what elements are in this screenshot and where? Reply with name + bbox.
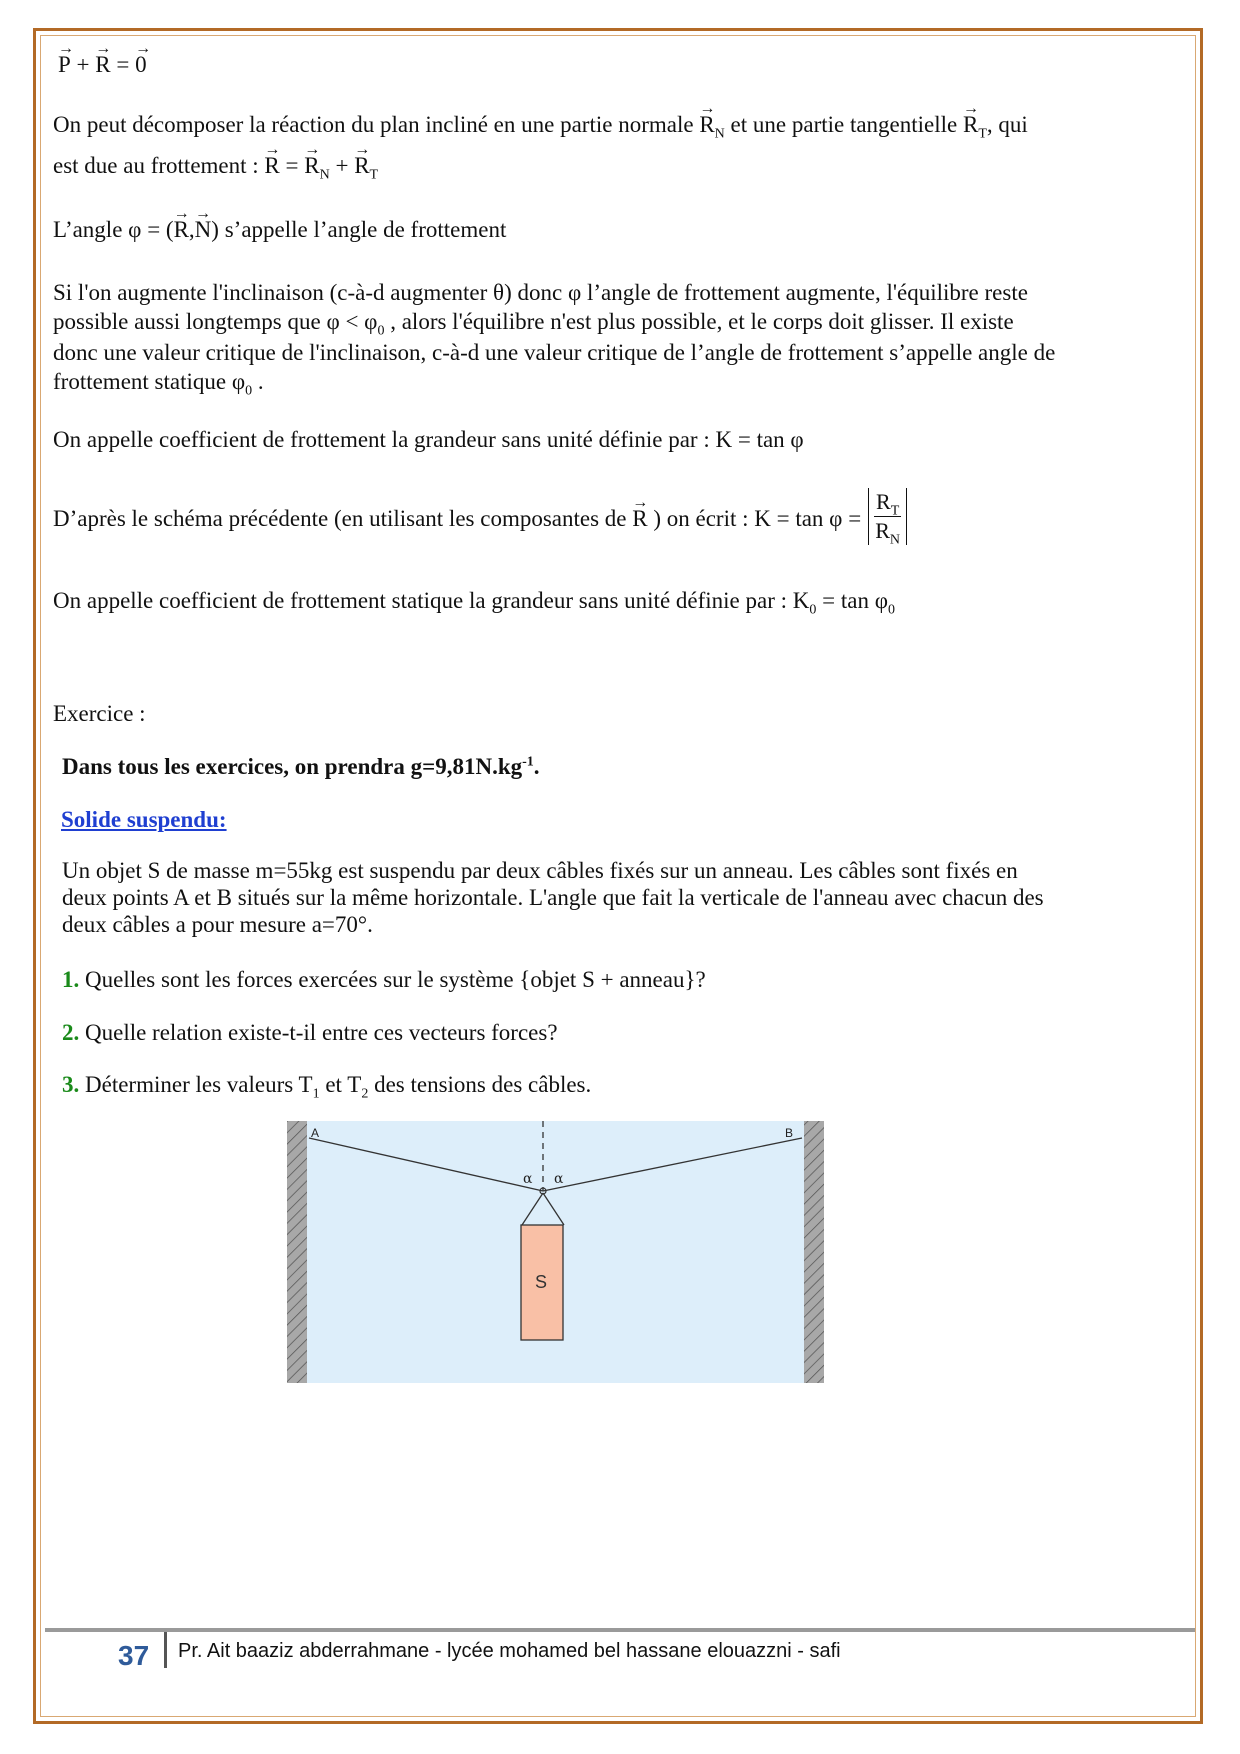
gravity-note bbox=[62, 750, 540, 783]
sub-n2: N bbox=[319, 167, 330, 183]
decomp-eq: = bbox=[285, 153, 299, 178]
paragraph-decomposition-line2 bbox=[53, 149, 378, 182]
question-3-number: 3. bbox=[62, 1072, 80, 1097]
static-k: K bbox=[792, 588, 810, 613]
incl-l2a: possible aussi longtemps que bbox=[53, 309, 327, 334]
angle-phi: φ bbox=[128, 217, 142, 242]
vec-rn2: → R bbox=[304, 149, 319, 182]
left-wall-hatch bbox=[287, 1121, 307, 1383]
num-r: R bbox=[876, 489, 891, 514]
incl-l1b: ) donc φ l’angle de frottement augmente, l'équilibre reste bbox=[504, 280, 1028, 305]
decomp-text3: , qui bbox=[986, 112, 1028, 137]
incl-l4b: . bbox=[252, 369, 264, 394]
incl-l4a: frottement statique bbox=[53, 369, 232, 394]
sub-t2: T bbox=[369, 167, 379, 183]
incl-l2b: , alors l'équilibre n'est plus possible, et le corps doit glisser. Il existe bbox=[384, 309, 1014, 334]
coef-text: On appelle coefficient de frottement la grandeur sans unité définie par : bbox=[53, 427, 716, 452]
angle-definition bbox=[53, 213, 506, 246]
page-number: 37 bbox=[118, 1640, 150, 1671]
incl-phi0: φ bbox=[231, 369, 246, 394]
static-k-sub: 0 bbox=[809, 602, 817, 618]
static-text: On appelle coefficient de frottement statique la grandeur sans unité définie par : bbox=[53, 588, 793, 613]
question-3 bbox=[62, 1068, 591, 1101]
suspended-mass-figure bbox=[287, 1121, 824, 1383]
label-b: B bbox=[785, 1126, 794, 1140]
question-1 bbox=[62, 963, 706, 996]
angle-text1: L’angle bbox=[53, 217, 129, 242]
eq1-plus: + bbox=[76, 52, 90, 77]
g-text: Dans tous les exercices, on prendra g=9,81N.kg bbox=[62, 754, 523, 779]
angle-close: ) bbox=[211, 217, 219, 242]
statement-line1: Un objet S de masse m=55kg est suspendu par deux câbles fixés sur un anneau. Les câbles sont fixés en bbox=[62, 858, 1018, 883]
schema-formula-line bbox=[53, 502, 861, 535]
statement-line3: deux câbles a pour mesure a=70°. bbox=[62, 912, 373, 937]
angle-text2: s’appelle l’angle de frottement bbox=[224, 217, 507, 242]
right-wall-hatch bbox=[804, 1121, 824, 1383]
fraction-denominator bbox=[874, 517, 901, 548]
question-2 bbox=[62, 1016, 558, 1049]
incl-sub0: 0 bbox=[377, 323, 385, 339]
exercise-statement bbox=[62, 857, 1044, 938]
question-3-sub2: 2 bbox=[361, 1086, 369, 1102]
schema-text1: D’après le schéma précédente (en utilisant les composantes de bbox=[53, 506, 633, 531]
sub-n: N bbox=[714, 126, 725, 142]
coef-formula: K = tan φ bbox=[715, 427, 804, 452]
paragraph-decomposition-line1 bbox=[53, 108, 1028, 141]
alpha-left: α bbox=[523, 1171, 533, 1187]
static-phi-sub: 0 bbox=[888, 602, 895, 618]
paragraph-inclination-l2 bbox=[53, 305, 1014, 338]
question-3-sub1: 1 bbox=[312, 1086, 320, 1102]
vec-rn: → R bbox=[699, 108, 714, 141]
footer-separator bbox=[164, 1632, 167, 1668]
coefficient-definition bbox=[53, 423, 804, 456]
num-sub: T bbox=[890, 503, 900, 519]
vec-rt2: → R bbox=[354, 149, 369, 182]
vec-r2: → R bbox=[264, 149, 279, 182]
alpha-right: α bbox=[554, 1171, 564, 1187]
vec-r-angle: → R bbox=[174, 213, 189, 246]
den-sub: N bbox=[889, 532, 901, 548]
question-2-text: Quelle relation existe-t-il entre ces vecteurs forces? bbox=[79, 1020, 558, 1045]
schema-text2: ) on écrit : bbox=[647, 506, 755, 531]
fraction-rt-rn bbox=[868, 488, 907, 548]
question-1-text: Quelles sont les forces exercées sur le système {objet S + anneau}? bbox=[79, 967, 706, 992]
eq1-equals: = bbox=[116, 52, 130, 77]
label-a: A bbox=[311, 1126, 320, 1140]
vec-rt: → R bbox=[963, 108, 978, 141]
decomp-text2: et une partie tangentielle bbox=[724, 112, 963, 137]
incl-cond: φ < φ bbox=[326, 309, 378, 334]
sub-t: T bbox=[978, 126, 987, 142]
question-1-number: 1. bbox=[62, 967, 80, 992]
vec-p: → P bbox=[58, 48, 71, 81]
incl-sub0b: 0 bbox=[245, 383, 253, 399]
decomp-plus: + bbox=[335, 153, 349, 178]
question-3-text-b: et T bbox=[319, 1072, 362, 1097]
vec-r-schema: → R bbox=[632, 502, 647, 535]
g-sup: -1 bbox=[522, 754, 534, 770]
incl-l1a: Si l'on augmente l'inclinaison (c-à-d augmenter bbox=[53, 280, 494, 305]
question-2-number: 2. bbox=[62, 1020, 80, 1045]
solide-suspendu-title[interactable]: Solide suspendu: bbox=[61, 807, 227, 832]
g-end: . bbox=[533, 754, 540, 779]
label-s: S bbox=[535, 1272, 548, 1292]
equation-equilibrium bbox=[58, 48, 147, 81]
vec-r: → R bbox=[95, 48, 110, 81]
vec-n-angle: → N bbox=[195, 213, 212, 246]
decomp-line2: est due au frottement : bbox=[53, 153, 265, 178]
schema-formula: K = tan φ = bbox=[754, 506, 862, 531]
static-coefficient-definition bbox=[53, 584, 895, 617]
fraction-numerator bbox=[874, 488, 901, 517]
statement-line2: deux points A et B situés sur la même horizontale. L'angle que fait la verticale de l'anneau avec chacun des bbox=[62, 885, 1044, 910]
question-3-text-c: des tensions des câbles. bbox=[368, 1072, 592, 1097]
paragraph-inclination-l4 bbox=[53, 365, 264, 398]
incl-l3: donc une valeur critique de l'inclinaison, c-à-d une valeur critique de l’angle de frottement s’appelle angle de bbox=[53, 340, 1056, 365]
static-formula: = tan φ bbox=[816, 588, 888, 613]
angle-comma: , bbox=[188, 217, 195, 242]
incl-theta: θ bbox=[493, 280, 505, 305]
angle-eq: = ( bbox=[147, 217, 174, 242]
den-r: R bbox=[875, 518, 890, 543]
exercice-label: Exercice : bbox=[53, 701, 146, 726]
decomp-text1: On peut décomposer la réaction du plan incliné en une partie normale bbox=[53, 112, 700, 137]
footer-divider bbox=[45, 1628, 1195, 1632]
question-3-text-a: Déterminer les valeurs T bbox=[79, 1072, 313, 1097]
footer-author: Pr. Ait baaziz abderrahmane - lycée mohamed bel hassane elouazzni - safi bbox=[178, 1640, 841, 1662]
vec-zero: → 0 bbox=[135, 48, 147, 81]
